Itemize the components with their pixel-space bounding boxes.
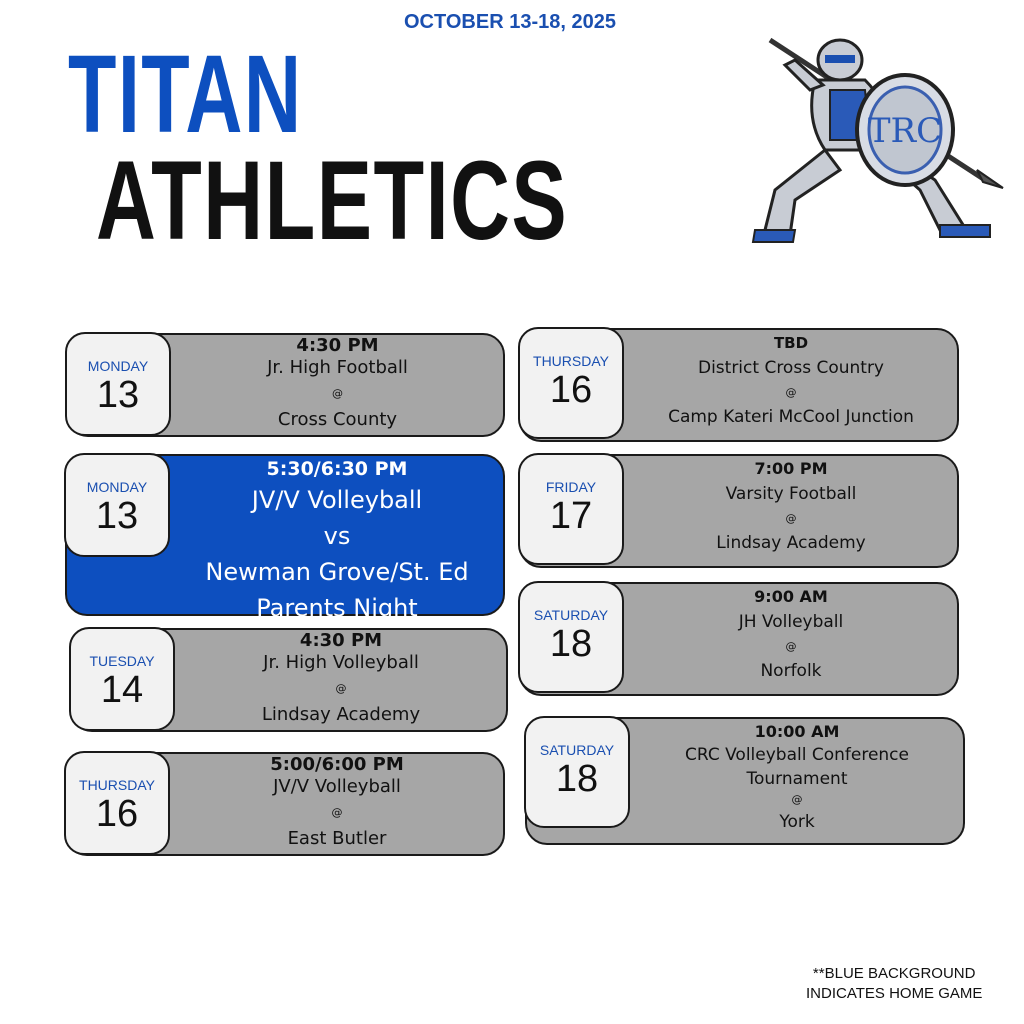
event-name: District Cross Country (697, 358, 884, 378)
footnote (806, 964, 982, 1004)
event-opponent: Camp Kateri McCool Junction (668, 407, 914, 427)
event-separator: @ (785, 640, 797, 653)
day-name: MONDAY (86, 479, 148, 495)
event-opponent: Norfolk (760, 661, 822, 681)
event-time: 9:00 AM (754, 587, 828, 606)
day-name: SATURDAY (539, 742, 615, 758)
day-name: THURSDAY (79, 777, 155, 793)
titan-knight-logo-icon (745, 30, 1005, 265)
footnote-line2: INDICATES HOME GAME (806, 985, 983, 1002)
day-box (65, 332, 171, 436)
event-separator: @ (331, 806, 343, 819)
event-info (625, 330, 957, 440)
event-card (519, 454, 959, 568)
day-number: 14 (100, 669, 144, 711)
event-info (171, 456, 503, 622)
event-info (631, 719, 963, 843)
event-separator: @ (785, 386, 797, 399)
event-card (519, 582, 959, 696)
event-opponent: Lindsay Academy (261, 704, 421, 725)
event-opponent: York (779, 812, 815, 832)
event-opponent: East Butler (287, 828, 387, 849)
day-name: MONDAY (87, 358, 149, 374)
event-card (525, 717, 965, 845)
day-number: 18 (555, 758, 599, 800)
event-name: Jr. High Football (267, 357, 408, 378)
day-box (69, 627, 175, 731)
title-titan: TITAN (68, 33, 303, 156)
event-card (65, 752, 505, 856)
day-number: 13 (96, 374, 140, 416)
event-separator: @ (791, 793, 803, 806)
footnote-line1: **BLUE BACKGROUND (812, 965, 976, 982)
event-time: 4:30 PM (299, 630, 383, 651)
day-number: 17 (549, 495, 593, 537)
day-box (64, 453, 170, 557)
logo-monogram: TRC (867, 111, 943, 151)
event-time: 5:00/6:00 PM (270, 754, 404, 775)
event-name: JH Volleyball (738, 612, 844, 632)
event-name: JV/V Volleyball (273, 776, 401, 797)
event-card (70, 628, 508, 732)
day-box (64, 751, 170, 855)
event-time: 4:30 PM (296, 335, 379, 356)
event-opponent: Lindsay Academy (716, 533, 866, 553)
event-info (171, 754, 503, 854)
event-info (176, 630, 506, 730)
event-info (625, 584, 957, 694)
day-name: TUESDAY (89, 653, 155, 669)
day-name: FRIDAY (545, 479, 597, 495)
event-name-line2: Tournament (746, 769, 848, 789)
event-name: Varsity Football (725, 484, 857, 504)
event-card-home (65, 454, 505, 622)
event-opponent: Newman Grove/St. Ed (205, 558, 469, 586)
title-athletics: ATHLETICS (96, 138, 569, 263)
event-extra: Parents Night (256, 594, 418, 622)
event-time: 10:00 AM (754, 722, 840, 741)
event-name: JV/V Volleyball (251, 486, 423, 514)
day-number: 16 (549, 369, 593, 411)
day-box (524, 716, 630, 828)
event-info (625, 456, 957, 566)
event-info (172, 335, 503, 435)
event-separator: @ (335, 682, 347, 695)
day-name: THURSDAY (533, 353, 609, 369)
day-name: SATURDAY (533, 607, 609, 623)
event-separator: @ (785, 512, 797, 525)
event-separator: @ (332, 387, 343, 400)
event-name: Jr. High Volleyball (263, 652, 419, 673)
day-number: 18 (549, 623, 593, 665)
event-time: TBD (773, 334, 809, 352)
day-number: 16 (95, 793, 139, 835)
day-box (518, 581, 624, 693)
day-number: 13 (95, 495, 139, 537)
day-box (518, 327, 624, 439)
event-card (66, 333, 505, 437)
event-card (519, 328, 959, 442)
date-range: OCTOBER 13-18, 2025 (404, 11, 616, 33)
event-time: 7:00 PM (754, 459, 828, 478)
event-name: CRC Volleyball Conference (685, 745, 909, 765)
day-box (518, 453, 624, 565)
event-separator: vs (323, 522, 351, 550)
event-time: 5:30/6:30 PM (266, 458, 408, 480)
event-opponent: Cross County (277, 409, 398, 430)
